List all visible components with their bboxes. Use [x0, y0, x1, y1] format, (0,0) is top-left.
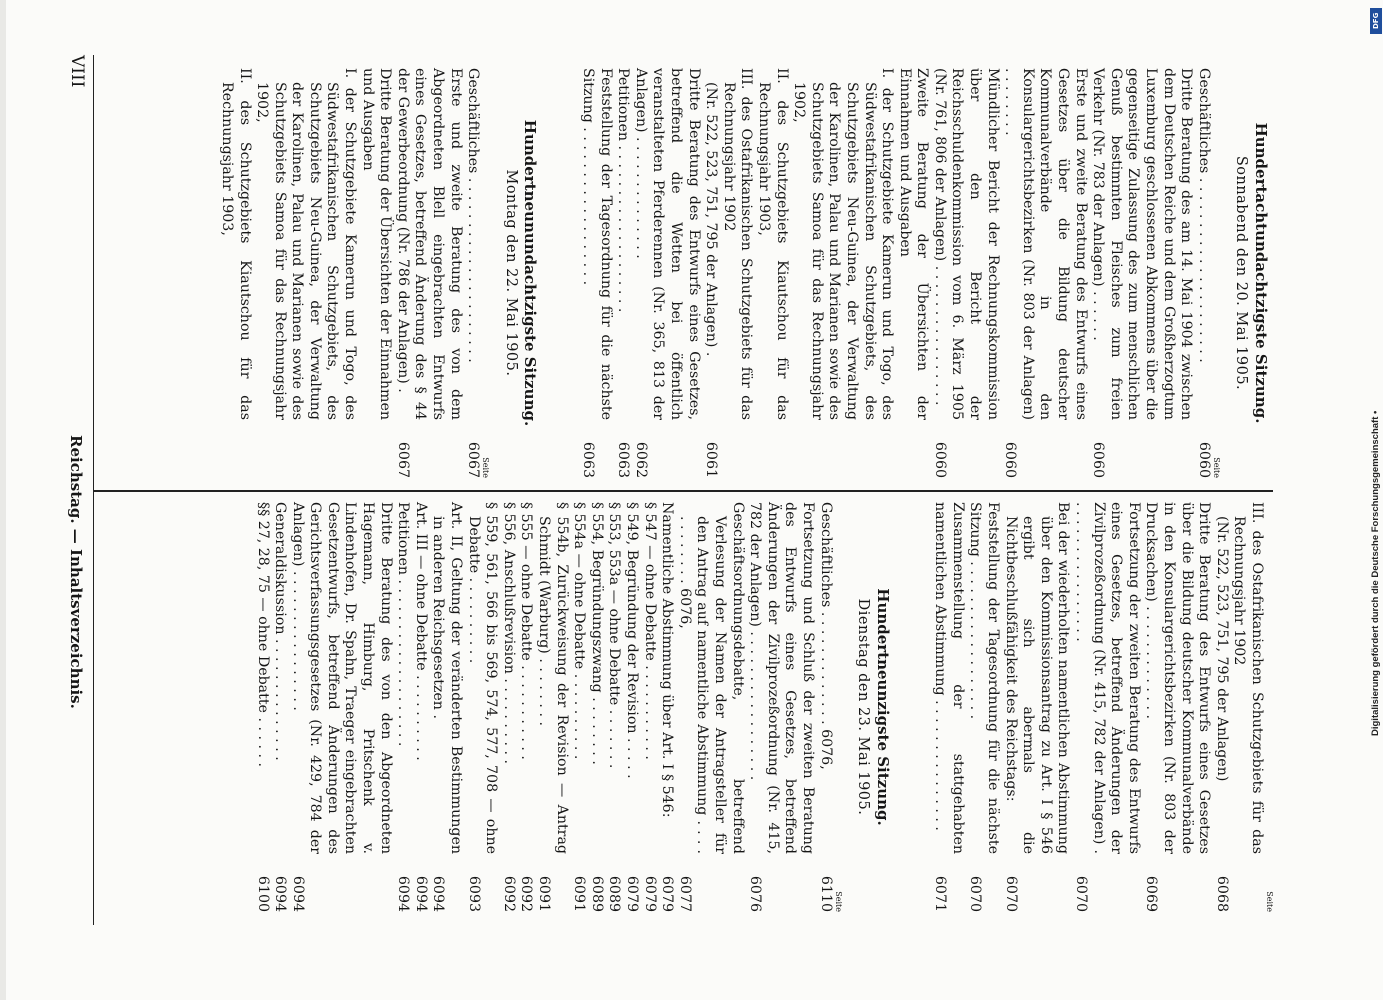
entry-text: Bei der wiederholten namentlichen Abstimmung über den Kommissionsantrag zu Art. I § 546 ergibt sich abermals die Nichtbeschlußfähigkeit des Reichstags: — [1002, 502, 1072, 854]
toc-entry — [1001, 68, 1089, 478]
toc-entry — [1071, 502, 1141, 912]
entry-page-number: 6092 — [500, 875, 517, 912]
toc-entry — [1212, 502, 1230, 912]
entry-page-number: 6060 — [1002, 441, 1019, 478]
toc-entry — [614, 68, 632, 478]
entry-page-number: 6063 — [580, 441, 597, 478]
toc-entry — [675, 502, 745, 912]
toc-entry — [358, 68, 393, 478]
toc-entry — [288, 502, 394, 912]
entry-text: Art. II, Geltung der veränderten Bestimmungen in anderen Reichsgesetzen . — [430, 502, 465, 854]
seite-label: Seite — [1265, 891, 1274, 912]
toc-entry — [271, 502, 289, 912]
seite-label: Seite — [1211, 457, 1221, 478]
session-date: Dienstag den 23. Mai 1905. — [855, 598, 872, 816]
running-head: Reichstag. — Inhaltsverzeichnis. — [67, 435, 85, 709]
toc-entry — [464, 502, 499, 912]
session-spacer — [542, 68, 578, 478]
session-date: Montag den 22. Mai 1905. — [502, 169, 519, 377]
entry-text: § 549, Begründung der Revision . . . . . — [624, 502, 640, 779]
entry-page-number: 6110 — [817, 875, 834, 912]
entry-text: Generaldiskussion . . . . . . . . . . . . . . — [272, 502, 289, 761]
toc-entry — [578, 68, 613, 478]
page-number: VIII — [67, 55, 87, 88]
toc-entry — [499, 502, 517, 912]
toc-entry — [702, 68, 720, 478]
toc-entry — [622, 502, 640, 912]
entry-page-number: 6063 — [615, 441, 632, 478]
entry-text: Petitionen . . . . . . . . . . . . . . . . . . . — [615, 68, 632, 313]
entry-page-number: 6094 — [430, 875, 447, 912]
column-right — [93, 502, 1273, 912]
entry-text: § 554a — ohne Debatte . . . . . . . . . . — [571, 502, 588, 760]
entry-text: Dritte Beratung des Entwurfs eines Gesetzes, betreffend die Wetten bei öffentlich veranstalteten Pferderennen (Nr. 365, 813 der Anlagen) . . . . . . . . . . . . . . — [632, 68, 702, 420]
entry-text: Dritte Beratung des am 14. Mai 1904 zwischen dem Deutschen Reiche und dem Großherzogtum Luxemburg geschlossenen Abkommens über die gegenseitige Zulassung des zum menschlichen Genuß bestimmten Fleisches zum freien Verkehr (Nr. 783 der Anlagen) . . . . . . — [1090, 68, 1195, 420]
entry-page-number: 6092 — [518, 875, 535, 912]
entry-page-number: 6070 — [1002, 875, 1019, 912]
entry-text: (Nr. 522, 523, 751, 795 der Anlagen) — [1213, 516, 1230, 782]
entry-text: Fortsetzung und Schluß der zweiten Beratung des Entwurfs eines Gesetzes, betreffend Änderungen der Zivilprozeßordnung (Nr. 415, 782 der Anlagen) . . . . . . . . . . . . . . . . . — [747, 502, 816, 854]
entry-text: Erste und zweite Beratung des Entwurfs eines Gesetzes über die Bildung deutscher Kommunalverbände in den Konsulargerichtsbezirken (Nr. 803 der Anlagen) . . . . . . . . — [1002, 68, 1089, 420]
seite-label: Seite — [833, 891, 843, 912]
session-title: Hundertneunundachtzigste Sitzung. — [521, 119, 540, 427]
entry-page-number: 6094 — [272, 875, 289, 912]
entry-page-number: 6094 — [289, 875, 306, 912]
toc-entry — [429, 502, 464, 912]
entry-text: Feststellung der Tagesordnung für die nächste Sitzung . . . . . . . . . . . . . . . . . . — [580, 68, 614, 420]
entry-text: II. des Schutzgebiets Kiautschou für das Rechnungsjahr 1903, — [755, 68, 790, 420]
column-divider — [93, 490, 1273, 492]
entry-text: Geschäftsordnungsdebatte, betreffend Verlesung der Namen der Antragsteller für den Antrag auf namentliche Abstimmung . . . . . . . . . . . . 6076, — [676, 502, 746, 854]
entry-text: Erste und zweite Beratung des von dem Abgeordneten Blell eingebrachten Entwurfs eines Gesetzes, betreffend Änderung des § 44 der Gewerbeordnung (Nr. 786 der Anlagen) . — [394, 68, 464, 420]
entry-page-number: 6070 — [967, 875, 984, 912]
entry-text: III. des Ostafrikanischen Schutzgebiets für das Rechnungsjahr 1902 — [720, 68, 755, 420]
toc-entry — [1230, 502, 1265, 912]
entry-page-number: 6079 — [641, 875, 658, 912]
entry-page-number: 6089 — [606, 875, 623, 912]
entry-text: §§ 27, 28, 75 — ohne Debatte . . . . . . — [254, 502, 271, 768]
session-date: Sonnabend den 20. Mai 1905. — [1233, 155, 1250, 391]
toc-entry — [931, 502, 966, 912]
toc-entry — [464, 68, 482, 478]
entry-text: (Nr. 522, 523, 751, 795 der Anlagen) . — [703, 82, 720, 357]
toc-entry — [1194, 68, 1212, 478]
toc-entry — [605, 502, 623, 912]
entry-text: Petitionen . . . . . . . . . . . . . . . . . . . — [395, 502, 412, 747]
toc-entry — [1089, 68, 1195, 478]
entry-text: Dritte Beratung des von den Abgeordneten Hagemann, Himburg, Pritschenk v. Lindenhofen, Dr. Spahn, Traeger eingebrachten Gesetzentwurfs, betreffend Änderungen des Gerichtsverfassungsgesetzes (Nr. 429, 784 der Anlagen) . . . . . . . . . . . . . . . . — [289, 502, 394, 854]
toc-entry — [570, 502, 588, 912]
entry-text: III. des Ostafrikanischen Schutzgebiets für das Rechnungsjahr 1902 — [1231, 502, 1265, 854]
toc-entry — [754, 68, 789, 478]
entry-page-number: 6060 — [931, 441, 948, 478]
entry-text: Dritte Beratung der Übersichten der Einnahmen und Ausgaben — [359, 68, 394, 420]
toc-entry — [253, 502, 271, 912]
entry-page-number: 6089 — [588, 875, 605, 912]
entry-page-number: 6079 — [659, 875, 676, 912]
toc-entry — [746, 502, 816, 912]
entry-text: II. des Schutzgebiets Kiautschou für das Rechnungsjahr 1903, — [218, 68, 253, 420]
entry-text: Namentliche Abstimmung über Art. I § 546: — [659, 502, 676, 818]
toc-entry — [719, 68, 754, 478]
toc-entry — [631, 68, 701, 478]
toc-entry — [517, 502, 535, 912]
entry-page-number: 6062 — [632, 441, 649, 478]
entry-page-number: 6076 — [747, 875, 764, 912]
entry-page-number: 6079 — [624, 875, 640, 912]
toc-entry — [640, 502, 658, 912]
toc-entry — [1142, 502, 1212, 912]
entry-text: § 547 — ohne Debatte . . . . . . . . . . . — [641, 502, 658, 760]
entry-text: I. der Schutzgebiete Kamerun und Togo, des Südwestafrikanischen Schutzgebiets, des Schutzgebiets Neu-Guinea, der Verwaltung der Karolinen, Palau und Marianen sowie des Schutzgebiets Samoa für das Rechnungsjahr 1902, — [254, 68, 359, 420]
entry-text: Geschäftliches . . . . . . . . . . . . . . . . . . . . . — [465, 68, 482, 363]
session-title: Hundertneunzigste Sitzung. — [873, 588, 892, 826]
entry-text: Feststellung der Tagesordnung für die nächste Sitzung . . . . . . . . . . . . . . . . . . — [967, 502, 1002, 854]
entry-page-number: 6094 — [395, 875, 412, 912]
entry-text: Zusammenstellung der stattgehabten namentlichen Abstimmung . . . . . . . . . . . . . . . — [932, 502, 966, 854]
toc-entry — [930, 68, 1000, 478]
toc-entry — [816, 502, 834, 912]
toc-entry — [394, 502, 412, 912]
dfg-logo: DFG — [1370, 8, 1382, 34]
toc-entry — [393, 68, 463, 478]
entry-text: § 559, 561, 566 bis 569, 574, 577, 708 — ohne Debatte . . . . . . . . . . — [465, 502, 500, 854]
entry-page-number: 6060 — [1090, 441, 1107, 478]
entry-page-number: 6067 — [394, 441, 411, 478]
toc-entry — [587, 502, 605, 912]
entry-page-number: 6061 — [703, 441, 720, 478]
running-header — [57, 55, 87, 925]
entry-page-number: 6077 — [676, 875, 693, 912]
toc-entry — [411, 502, 429, 912]
session-title: Hundertachtundachtzigste Sitzung. — [1252, 122, 1270, 424]
toc-entry — [966, 502, 1001, 912]
toc-entry — [534, 502, 569, 912]
entry-page-number: 6060 — [1195, 441, 1212, 478]
entry-text: § 555 — ohne Debatte . . . . . . . . . . . — [518, 502, 535, 760]
entry-text: Dritte Beratung des Entwurfs eines Gesetzes über die Bildung deutscher Kommunalverbände in den Konsulargerichtsbezirken (Nr. 803 der Drucksachen) . . . . . . . . . . . . . — [1143, 502, 1213, 854]
entry-text: Zweite Beratung der Übersichten der Einnahmen und Ausgaben — [896, 68, 931, 420]
entry-text: Geschäftliches . . . . . . . . . . . . . . . . . . . . . — [1195, 68, 1212, 363]
entry-text: § 553, 553a — ohne Debatte . . . . . . . — [606, 502, 623, 769]
entry-page-number: 6068 — [1213, 875, 1230, 912]
column-left — [93, 68, 1273, 478]
toc-entry — [895, 68, 930, 478]
entry-text: § 556, Anschlußrevision . . . . . . . . . . — [500, 502, 517, 765]
entry-page-number: 6100 — [254, 875, 271, 912]
toc-entry — [790, 68, 896, 478]
entry-text: Mündlicher Bericht der Rechnungskommission über den Bericht der Reichsschuldenkommission vom 6. März 1905 (Nr. 761, 806 der Anlagen) . . . . . . . . . . . . . . . . — [931, 68, 1001, 420]
entry-page-number: 6070 — [1073, 875, 1090, 912]
entry-text: Art. III — ohne Debatte . . . . . . . . . . — [412, 502, 429, 761]
toc-entry — [217, 68, 252, 478]
entry-text: § 554b, Zurückweisung der Revision — Antrag Schmidt (Warburg) . . . . . . . . — [536, 502, 570, 854]
entry-text: § 554, Begründungszwang . . . . . . . . — [588, 502, 605, 765]
toc-entry — [658, 502, 676, 912]
toc-entry — [1001, 502, 1071, 912]
entry-page-number: 6069 — [1143, 875, 1160, 912]
entry-text: Geschäftliches . . . . . . . . . . . . . 6076, — [817, 502, 834, 770]
entry-text: Fortsetzung der zweiten Beratung des Entwurfs eines Gesetzes, betreffend Änderungen der Zivilprozeßordnung (Nr. 415, 782 der Anlagen) . . . . . . . . . . . . . . . . . — [1073, 502, 1142, 854]
funding-note: Digitalisierung gefördert durch die Deutsche Forschungsgemeinschaft • — [1370, 410, 1381, 736]
entry-page-number: 6091 — [536, 875, 553, 912]
toc-entry — [253, 68, 359, 478]
entry-page-number: 6071 — [932, 875, 949, 912]
session-spacer — [895, 502, 931, 912]
seite-label: Seite — [481, 457, 491, 478]
entry-page-number: 6091 — [571, 875, 588, 912]
entry-page-number: 6094 — [412, 875, 429, 912]
entry-page-number: 6093 — [465, 875, 482, 912]
entry-text: I. der Schutzgebiete Kamerun und Togo, des Südwestafrikanischen Schutzgebiets, des Schutzgebiets Neu-Guinea, der Verwaltung der Karolinen, Palau und Marianen sowie des Schutzgebiets Samoa für das Rechnungsjahr 1902, — [791, 68, 896, 420]
entry-page-number: 6067 — [465, 441, 482, 478]
